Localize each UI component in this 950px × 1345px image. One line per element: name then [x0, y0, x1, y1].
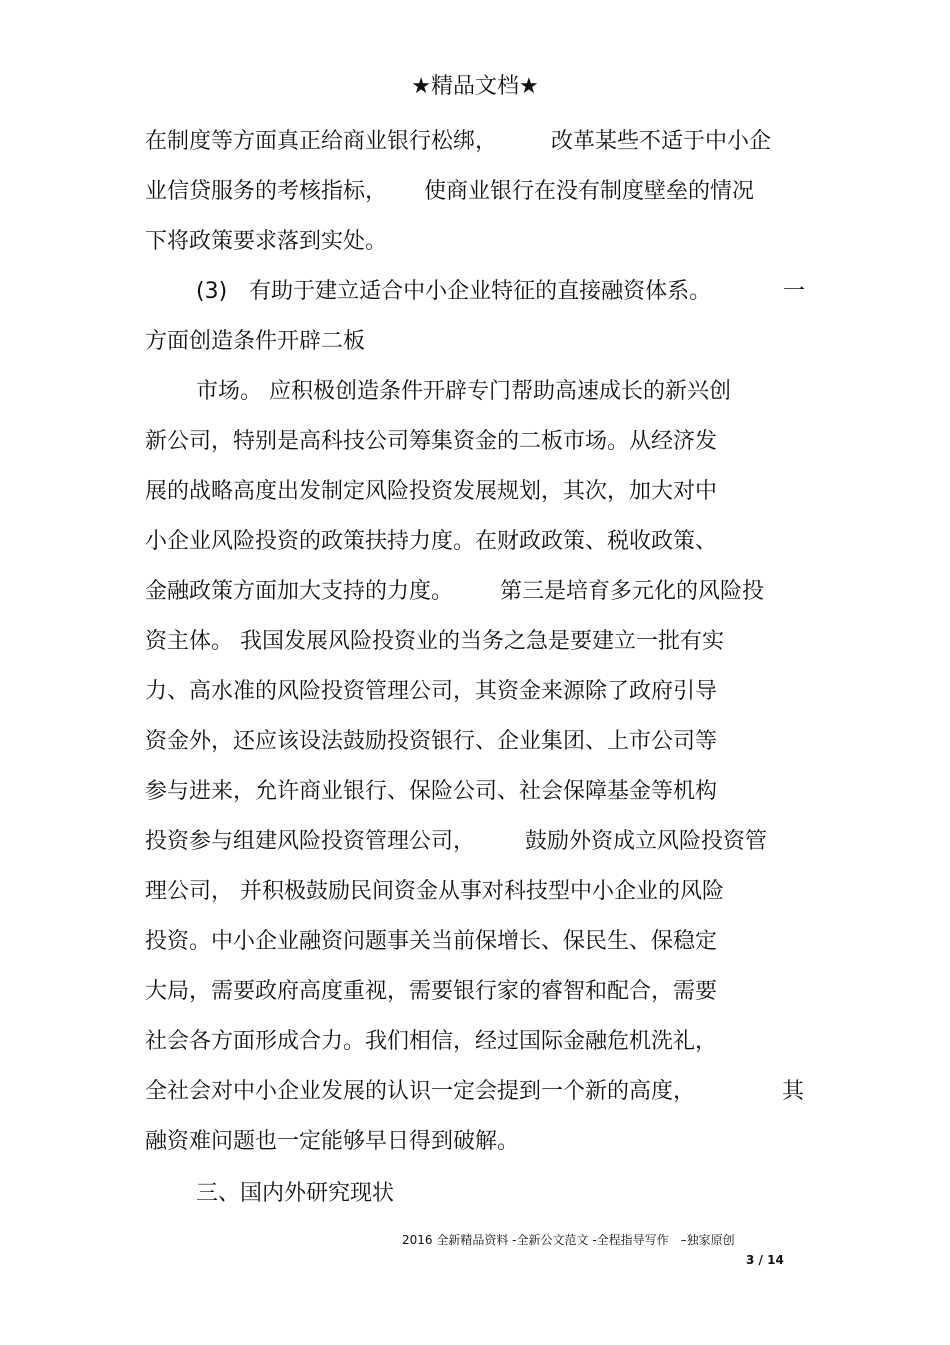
- section-heading: 三、国内外研究现状: [196, 1181, 395, 1206]
- text-line-4a: (3) 有助于建立适合中小企业特征的直接融资体系。: [196, 279, 712, 304]
- text-line-3: 下将政策要求落到实处。: [145, 229, 388, 254]
- text-line-13: 资金外，还应该设法鼓励投资银行、企业集团、上市公司等: [145, 729, 718, 754]
- text-line-1a: 在制度等方面真正给商业银行松绑，: [145, 129, 498, 154]
- text-line-5: 方面创造条件开辟二板: [145, 329, 366, 354]
- text-line-20b: 其: [782, 1079, 805, 1104]
- text-line-8: 展的战略高度出发制定风险投资发展规划，其次，加大对中: [145, 479, 718, 504]
- text-line-12: 力、高水准的风险投资管理公司，其资金来源除了政府引导: [145, 679, 718, 704]
- page-header-title: ★精品文档★: [411, 74, 539, 99]
- text-line-17: 投资。中小企业融资问题事关当前保增长、保民生、保稳定: [145, 929, 718, 954]
- text-line-21: 融资难问题也一定能够早日得到破解。: [145, 1129, 520, 1154]
- text-line-18: 大局，需要政府高度重视，需要银行家的睿智和配合，需要: [145, 979, 718, 1004]
- text-line-15a: 投资参与组建风险投资管理公司，: [145, 829, 476, 854]
- text-line-6: 市场。 应积极创造条件开辟专门帮助高速成长的新兴创: [196, 379, 731, 404]
- text-line-4b: 一: [783, 279, 806, 304]
- text-line-9: 小企业风险投资的政策扶持力度。在财政政策、税收政策、: [145, 529, 718, 554]
- text-line-2b: 使商业银行在没有制度壁垒的情况: [424, 179, 755, 204]
- text-line-16: 理公司， 并积极鼓励民间资金从事对科技型中小企业的风险: [145, 879, 724, 904]
- text-line-14: 参与进来，允许商业银行、保险公司、社会保障基金等机构: [145, 779, 718, 804]
- text-line-19: 社会各方面形成合力。我们相信，经过国际金融危机洗礼，: [145, 1029, 718, 1054]
- text-line-1b: 改革某些不适于中小企: [551, 129, 772, 154]
- page-number: 3 / 14: [746, 1253, 784, 1267]
- text-line-20a: 全社会对中小企业发展的认识一定会提到一个新的高度，: [145, 1079, 696, 1104]
- text-line-11: 资主体。 我国发展风险投资业的当务之急是要建立一批有实: [145, 629, 724, 654]
- text-line-10a: 金融政策方面加大支持的力度。: [145, 579, 454, 604]
- text-line-2a: 业信贷服务的考核指标，: [145, 179, 388, 204]
- footer-note: 2016 全新精品资料 -全新公文范文 -全程指导写作 –独家原创: [402, 1233, 735, 1247]
- text-line-10b: 第三是培育多元化的风险投: [500, 579, 765, 604]
- text-line-15b: 鼓励外资成立风险投资管: [525, 829, 768, 854]
- text-line-7: 新公司，特别是高科技公司筹集资金的二板市场。从经济发: [145, 429, 718, 454]
